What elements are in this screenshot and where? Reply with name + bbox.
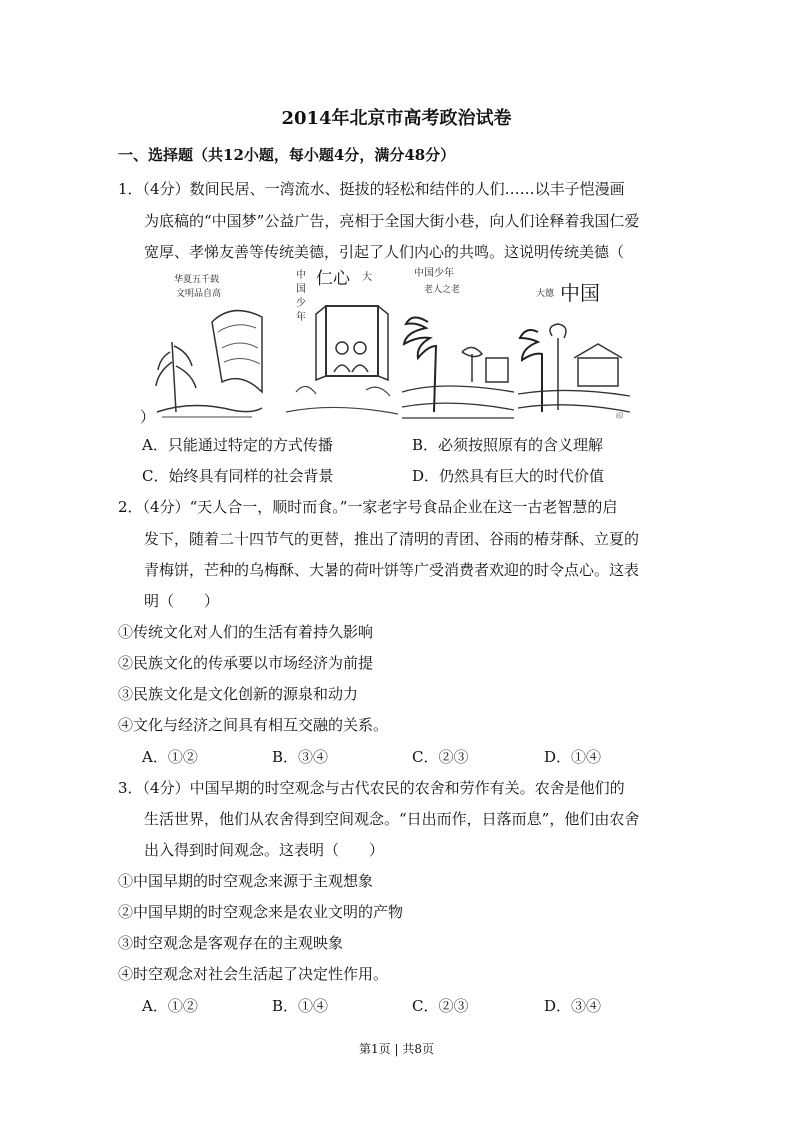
q3-option-a[interactable]: A．①② [142, 997, 198, 1015]
picture-2-caption-4: 年 [296, 312, 306, 323]
q2-line-1: 2．（4分）“天人合一，顺时而食。”一家老字号食品企业在这一古老智慧的启 [118, 498, 618, 516]
picture-2-caption-2: 国 [296, 284, 306, 295]
q1-option-b[interactable]: B．必须按照原有的含义理解 [412, 436, 604, 454]
q2-option-c[interactable]: C．②③ [412, 748, 469, 766]
picture-4-seal: 印 [616, 412, 623, 420]
q3-option-b[interactable]: B．①④ [272, 997, 329, 1015]
landscape-painting-1 [152, 262, 264, 420]
picture-4-caption-1: 大德 [536, 289, 555, 299]
picture-2-caption-5: 仁心 [316, 269, 350, 289]
q1-line-1: 1．（4分）数间民居、一湾流水、挺拔的轻松和结伴的人们……以丰子恺漫画 [118, 180, 625, 198]
page-footer: 第1页 | 共8页 [359, 1042, 434, 1056]
picture-1-caption-1: 华夏五千载 [174, 275, 220, 285]
q3-item-2: ②中国早期的时空观念来是农业文明的产物 [118, 903, 404, 921]
q3-line-1: 3．（4分）中国早期的时空观念与古代农民的农舍和劳作有关。农舍是他们的 [118, 779, 625, 797]
q2-option-a[interactable]: A．①② [142, 748, 198, 766]
q2-item-2: ②民族文化的传承要以市场经济为前提 [118, 654, 374, 672]
q2-line-2: 发下，随着二十四节气的更替，推出了清明的青团、谷雨的椿芽酥、立夏的 [144, 530, 640, 548]
q1-option-c[interactable]: C．始终具有同样的社会背景 [142, 467, 334, 485]
landscape-painting-4 [518, 262, 630, 420]
q1-line-3: 宽厚、孝悌友善等传统美德，引起了人们内心的共鸣。这说明传统美德（ [144, 243, 625, 261]
picture-1-caption-2: 文明品自高 [176, 289, 222, 299]
q3-item-1: ①中国早期的时空观念来源于主观想象 [118, 872, 374, 890]
q1-answer-paren: ） [140, 408, 156, 426]
q3-item-4: ④时空观念对社会生活起了决定性作用。 [118, 965, 389, 983]
landscape-painting-3 [402, 262, 514, 420]
q2-item-1: ①传统文化对人们的生活有着持久影响 [118, 623, 374, 641]
q2-option-b[interactable]: B．③④ [272, 748, 329, 766]
q2-item-4: ④文化与经济之间具有相互交融的关系。 [118, 716, 389, 734]
q2-option-d[interactable]: D．①④ [544, 748, 602, 766]
q3-option-d[interactable]: D．③④ [544, 997, 602, 1015]
q1-line-2: 为底稿的“中国梦”公益广告，亮相于全国大街小巷，向人们诠释着我国仁爱 [144, 212, 640, 230]
children-window-painting [286, 262, 398, 420]
section-heading: 一、选择题（共12小题，每小题4分，满分48分） [118, 146, 456, 164]
q2-line-4: 明（ ） [144, 592, 220, 610]
picture-2-caption-3: 少 [296, 298, 306, 309]
picture-4-caption-2: 中国 [560, 281, 600, 305]
page-title: 2014年北京市高考政治试卷 [281, 108, 512, 129]
picture-2-caption-6: 大 [362, 272, 372, 283]
q3-line-3: 出入得到时间观念。这表明（ ） [144, 841, 385, 859]
q3-item-3: ③时空观念是客观存在的主观映象 [118, 934, 344, 952]
picture-3-caption-1: 中国少年 [414, 268, 454, 279]
q1-illustrations [152, 262, 632, 422]
q2-item-3: ③民族文化是文化创新的源泉和动力 [118, 685, 359, 703]
q1-option-a[interactable]: A．只能通过特定的方式传播 [142, 436, 333, 454]
q3-option-c[interactable]: C．②③ [412, 997, 469, 1015]
q2-line-3: 青梅饼，芒种的乌梅酥、大暑的荷叶饼等广受消费者欢迎的时令点心。这表 [144, 561, 640, 579]
q1-option-d[interactable]: D．仍然具有巨大的时代价值 [412, 467, 605, 485]
picture-3-caption-2: 老人之老 [424, 285, 461, 295]
q3-line-2: 生活世界，他们从农舍得到空间观念。“日出而作，日落而息”，他们由农舍 [144, 810, 640, 828]
picture-2-caption-1: 中 [296, 270, 306, 281]
